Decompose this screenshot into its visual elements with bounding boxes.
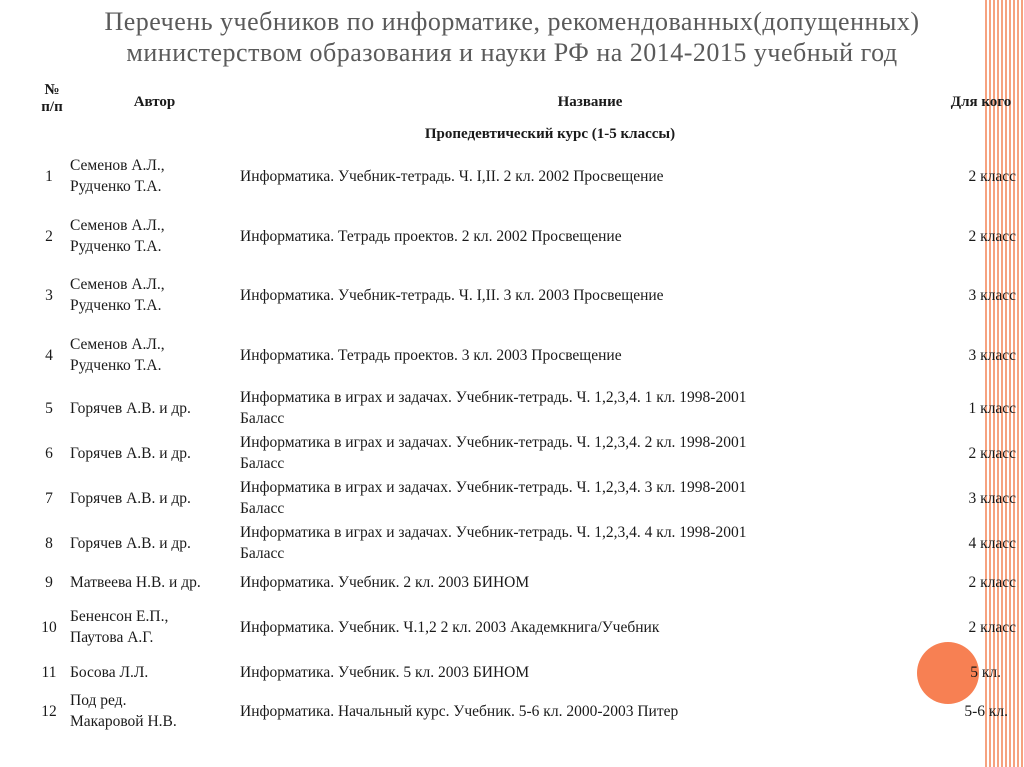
- row-for-whom: 5-6 кл.: [964, 702, 1008, 720]
- table-row: [0, 660, 1024, 684]
- row-title: Информатика. Тетрадь проектов. 2 кл. 2002 Просвещение: [240, 227, 622, 245]
- row-for-whom: 5 кл.: [970, 663, 1001, 681]
- row-author: Босова Л.Л.: [70, 663, 149, 681]
- row-number: 12: [41, 702, 57, 720]
- row-for-whom: 4 класс: [968, 534, 1016, 552]
- table-row: [0, 214, 1024, 258]
- table-row: [0, 521, 1024, 565]
- row-for-whom: 3 класс: [968, 489, 1016, 507]
- row-author: Горячев А.В. и др.: [70, 489, 191, 507]
- table-row: [0, 476, 1024, 520]
- row-number: 8: [45, 534, 53, 552]
- row-title: Информатика в играх и задачах. Учебник-тетрадь. Ч. 1,2,3,4. 2 кл. 1998-2001 Баласс: [240, 434, 747, 472]
- table-row: [0, 605, 1024, 649]
- row-for-whom: 2 класс: [968, 167, 1016, 185]
- slide-title: [0, 6, 1024, 68]
- row-number: 1: [45, 167, 53, 185]
- row-for-whom: 1 класс: [968, 399, 1016, 417]
- table-row: [0, 333, 1024, 377]
- row-title: Информатика в играх и задачах. Учебник-тетрадь. Ч. 1,2,3,4. 1 кл. 1998-2001 Баласс: [240, 389, 747, 427]
- header-for-whom: Для кого: [950, 94, 1012, 110]
- row-title: Информатика. Тетрадь проектов. 3 кл. 2003 Просвещение: [240, 346, 622, 364]
- row-for-whom: 2 класс: [968, 444, 1016, 462]
- decorative-stripes: [983, 0, 1024, 767]
- table-row: [0, 689, 1024, 733]
- title-line-2: министерством образования и науки РФ на 2014-2015 учебный год: [126, 38, 898, 67]
- row-author: Горячев А.В. и др.: [70, 444, 191, 462]
- row-number: 10: [41, 618, 57, 636]
- row-title: Информатика. Учебник. 5 кл. 2003 БИНОМ: [240, 663, 530, 681]
- row-author: Горячев А.В. и др.: [70, 534, 191, 552]
- row-number: 3: [45, 286, 53, 304]
- table-row: [0, 154, 1024, 198]
- row-for-whom: 3 класс: [968, 286, 1016, 304]
- table-row: [0, 273, 1024, 317]
- section-title: Пропедевтический курс (1-5 классы): [424, 126, 676, 142]
- table-row: [0, 570, 1024, 594]
- row-title: Информатика в играх и задачах. Учебник-тетрадь. Ч. 1,2,3,4. 3 кл. 1998-2001 Баласс: [240, 479, 747, 517]
- row-author: Бененсон Е.П., Паутова А.Г.: [70, 608, 169, 646]
- row-author: Семенов А.Л., Рудченко Т.А.: [70, 217, 165, 255]
- row-title: Информатика. Учебник. Ч.1,2 2 кл. 2003 Академкнига/Учебник: [240, 618, 660, 636]
- row-title: Информатика в играх и задачах. Учебник-тетрадь. Ч. 1,2,3,4. 4 кл. 1998-2001 Баласс: [240, 524, 747, 562]
- header-author: Автор: [133, 94, 176, 110]
- row-author: Матвеева Н.В. и др.: [70, 573, 201, 591]
- row-author: Семенов А.Л., Рудченко Т.А.: [70, 157, 165, 195]
- row-author: Семенов А.Л., Рудченко Т.А.: [70, 336, 165, 374]
- row-title: Информатика. Учебник. 2 кл. 2003 БИНОМ: [240, 573, 530, 591]
- row-number: 7: [45, 489, 53, 507]
- row-number: 2: [45, 227, 53, 245]
- table-row: [0, 431, 1024, 475]
- row-author: Горячев А.В. и др.: [70, 399, 191, 417]
- row-for-whom: 2 класс: [968, 573, 1016, 591]
- row-for-whom: 2 класс: [968, 618, 1016, 636]
- row-number: 6: [45, 444, 53, 462]
- row-author: Под ред. Макаровой Н.В.: [70, 692, 177, 730]
- row-title: Информатика. Учебник-тетрадь. Ч. I,II. 3 кл. 2003 Просвещение: [240, 286, 664, 304]
- header-name: Название: [557, 94, 623, 110]
- row-author: Семенов А.Л., Рудченко Т.А.: [70, 276, 165, 314]
- row-number: 9: [45, 573, 53, 591]
- row-for-whom: 3 класс: [968, 346, 1016, 364]
- row-number: 5: [45, 399, 53, 417]
- row-for-whom: 2 класс: [968, 227, 1016, 245]
- row-title: Информатика. Начальный курс. Учебник. 5-6 кл. 2000-2003 Питер: [240, 702, 679, 720]
- table-row: [0, 386, 1024, 430]
- row-title: Информатика. Учебник-тетрадь. Ч. I,II. 2 кл. 2002 Просвещение: [240, 167, 664, 185]
- header-number: № п/п: [41, 82, 63, 115]
- row-number: 11: [41, 663, 57, 681]
- title-line-1: Перечень учебников по информатике, рекомендованных(допущенных): [104, 7, 920, 36]
- row-number: 4: [45, 346, 53, 364]
